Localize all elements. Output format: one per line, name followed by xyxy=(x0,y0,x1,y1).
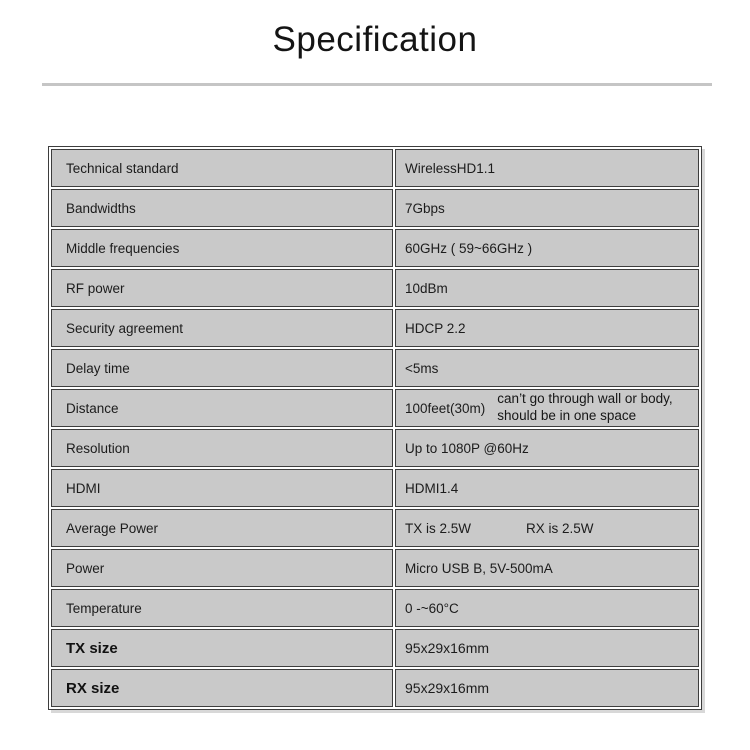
table-row xyxy=(51,349,699,387)
spec-label: HDMI xyxy=(51,469,393,507)
spec-value-line xyxy=(405,561,694,576)
table-row xyxy=(51,309,699,347)
spec-label: Power xyxy=(51,549,393,587)
spec-value-line xyxy=(405,601,694,616)
spec-value: TX is 2.5W xyxy=(405,520,472,536)
specification-table xyxy=(48,146,702,710)
spec-value-line xyxy=(405,441,694,456)
spec-label: Middle frequencies xyxy=(51,229,393,267)
spec-value: Micro USB B, 5V-500mA xyxy=(405,560,553,576)
spec-label: Distance xyxy=(51,389,393,427)
spec-value-line xyxy=(405,281,694,296)
spec-value-line xyxy=(405,680,694,696)
spec-label: RF power xyxy=(51,269,393,307)
spec-label: Resolution xyxy=(51,429,393,467)
spec-label: RX size xyxy=(51,669,393,707)
spec-label: Technical standard xyxy=(51,149,393,187)
spec-label: TX size xyxy=(51,629,393,667)
spec-value: WirelessHD1.1 xyxy=(405,160,496,176)
spec-value: Up to 1080P @60Hz xyxy=(405,440,529,456)
spec-value: 95x29x16mm xyxy=(405,680,490,696)
spec-value: 10dBm xyxy=(405,280,448,296)
table-row xyxy=(51,229,699,267)
spec-value-line xyxy=(405,201,694,216)
spec-value: 0 -~60°C xyxy=(405,600,459,616)
spec-label: Temperature xyxy=(51,589,393,627)
spec-value: 60GHz ( 59~66GHz ) xyxy=(405,240,533,256)
table-row xyxy=(51,149,699,187)
page-title: Specification xyxy=(272,20,478,59)
table-row xyxy=(51,389,699,427)
spec-value: HDCP 2.2 xyxy=(405,320,466,336)
title-divider xyxy=(42,83,712,86)
spec-value-line xyxy=(405,391,694,425)
spec-value: 7Gbps xyxy=(405,200,445,216)
spec-table-body xyxy=(51,149,699,707)
spec-value-line xyxy=(405,361,694,376)
table-row xyxy=(51,469,699,507)
spec-value-line xyxy=(405,161,694,176)
spec-label: Delay time xyxy=(51,349,393,387)
table-row xyxy=(51,629,699,667)
spec-label: Security agreement xyxy=(51,309,393,347)
table-row xyxy=(51,669,699,707)
spec-value2: RX is 2.5W xyxy=(526,520,594,536)
spec-label: Average Power xyxy=(51,509,393,547)
table-row xyxy=(51,589,699,627)
table-row xyxy=(51,429,699,467)
spec-label: Bandwidths xyxy=(51,189,393,227)
spec-value: HDMI1.4 xyxy=(405,480,459,496)
table-row xyxy=(51,189,699,227)
spec-note: can’t go through wall or body, should be in one space xyxy=(497,391,673,423)
spec-value-line xyxy=(405,481,694,496)
spec-value: 100feet(30m) xyxy=(405,400,486,416)
table-row xyxy=(51,509,699,547)
spec-value: 95x29x16mm xyxy=(405,640,490,656)
spec-value-line xyxy=(405,521,694,536)
spec-value-line xyxy=(405,321,694,336)
spec-value-line xyxy=(405,640,694,656)
spec-value-line xyxy=(405,241,694,256)
table-row xyxy=(51,269,699,307)
table-row xyxy=(51,549,699,587)
spec-value: <5ms xyxy=(405,360,439,376)
